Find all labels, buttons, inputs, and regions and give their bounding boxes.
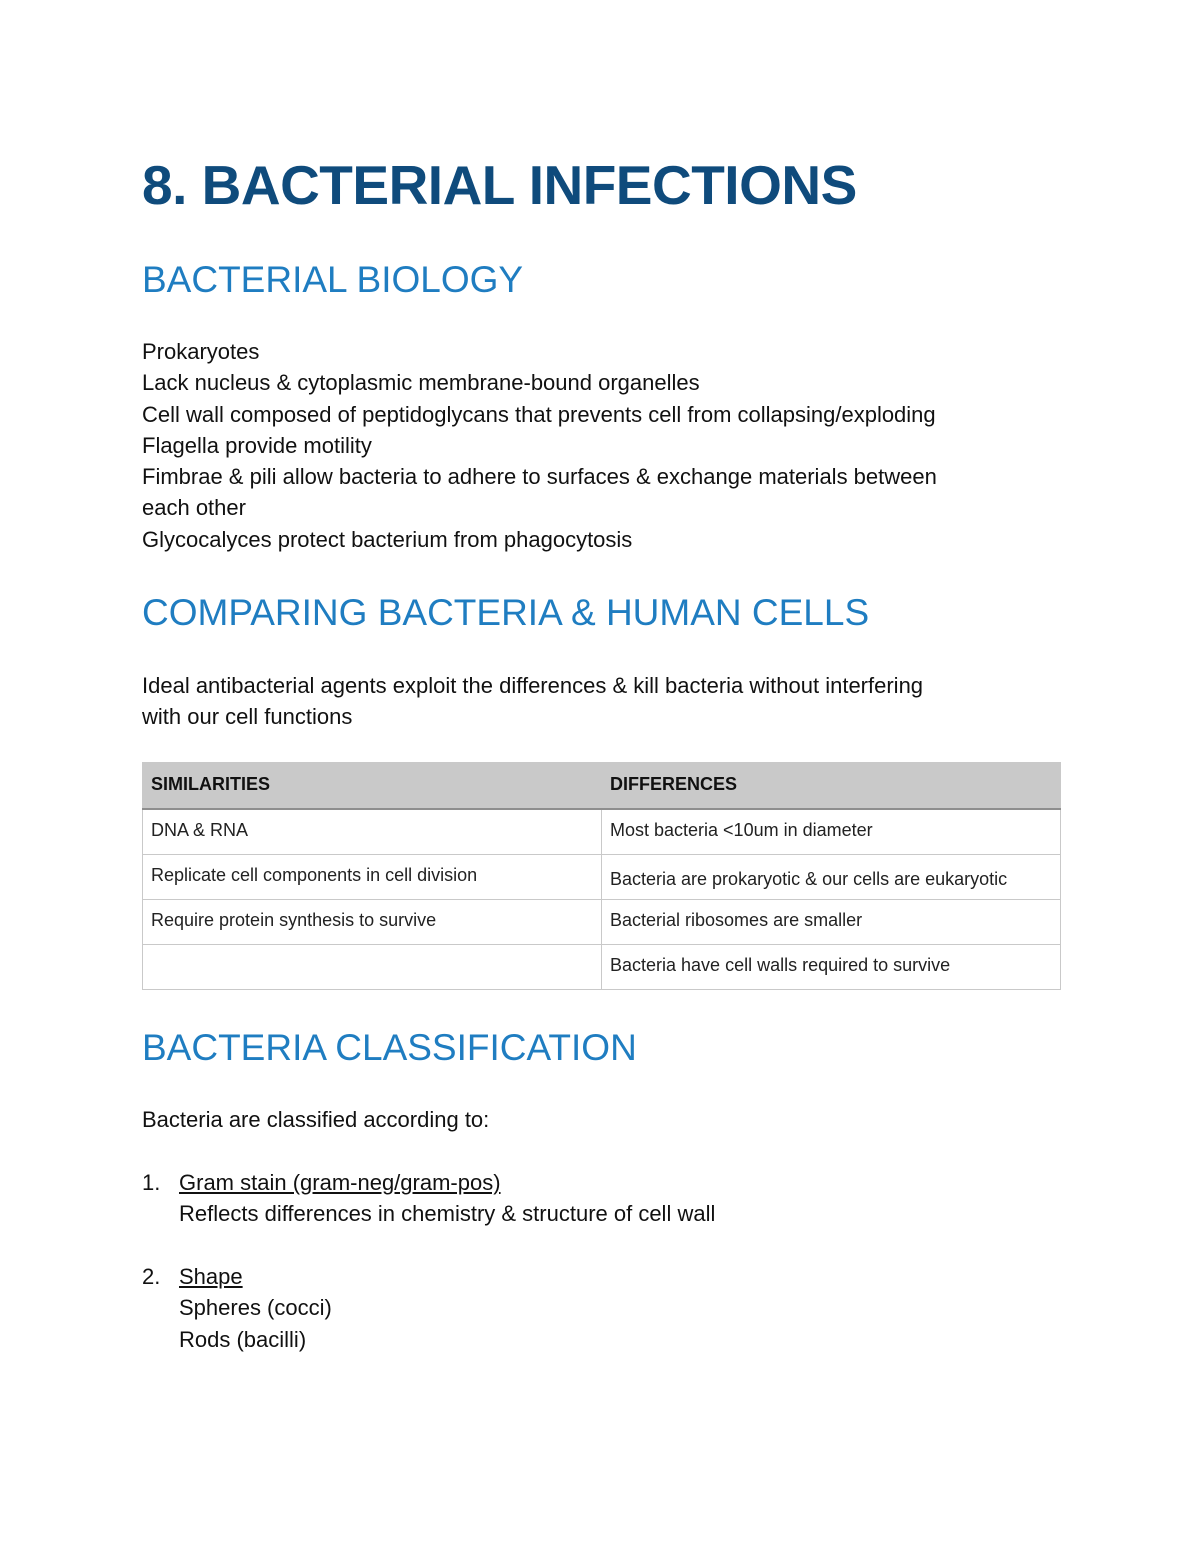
biology-line: Lack nucleus & cytoplasmic membrane-bound organelles [142,370,700,396]
list-item-line: Spheres (cocci) [179,1295,332,1321]
biology-line: Flagella provide motility [142,432,372,458]
biology-line: Fimbrae & pili allow bacteria to adhere to surfaces & exchange materials between [142,464,937,490]
list-item-number: 2. [142,1264,161,1289]
table-cell-empty [143,945,602,990]
bacterial-biology-text [142,336,1062,555]
list-item-title: Gram stain (gram-neg/gram-pos) [179,1170,501,1195]
table-row [143,900,1061,945]
table-row [143,945,1061,990]
table-row [143,809,1061,855]
list-item-line: Rods (bacilli) [179,1326,307,1352]
table-cell: Bacterial ribosomes are smaller [602,900,1061,945]
header-differences: DIFFERENCES [602,763,1061,810]
classification-intro-text [142,1104,1062,1135]
classification-intro-line: Bacteria are classified according to: [142,1107,490,1132]
table-cell: Bacteria have cell walls required to survive [602,945,1061,990]
heading-comparing-cells: COMPARING BACTERIA & HUMAN CELLS [142,592,870,633]
comparison-table-wrapper [142,762,1060,990]
table-cell: Replicate cell components in cell division [143,855,602,900]
table-header-row [143,763,1061,810]
table-cell: Most bacteria <10um in diameter [602,809,1061,855]
comparing-intro-line: Ideal antibacterial agents exploit the differences & kill bacteria without interfering [142,673,924,698]
biology-line: Glycocalyces protect bacterium from phagocytosis [142,526,633,552]
comparing-intro-text [142,670,1062,733]
comparing-intro-line: with our cell functions [142,704,353,730]
comparison-table [142,762,1061,990]
heading-bacterial-biology: BACTERIAL BIOLOGY [142,259,524,300]
biology-line: each other [142,495,246,521]
heading-bacteria-classification: BACTERIA CLASSIFICATION [142,1027,637,1068]
list-item-title: Shape [179,1264,243,1289]
list-item-body [179,1167,1059,1230]
document-title: 8. BACTERIAL INFECTIONS [142,154,857,216]
biology-line: Cell wall composed of peptidoglycans that prevents cell from collapsing/exploding [142,401,936,427]
table-cell: Require protein synthesis to survive [143,900,602,945]
list-item-body [179,1261,1059,1355]
table-cell: Bacteria are prokaryotic & our cells are eukaryotic [602,855,1061,900]
table-row [143,855,1061,900]
list-item-number: 1. [142,1170,161,1195]
header-similarities: SIMILARITIES [143,763,602,810]
list-item-line: Reflects differences in chemistry & structure of cell wall [179,1201,716,1227]
table-cell: DNA & RNA [143,809,602,855]
biology-line: Prokaryotes [142,339,260,364]
